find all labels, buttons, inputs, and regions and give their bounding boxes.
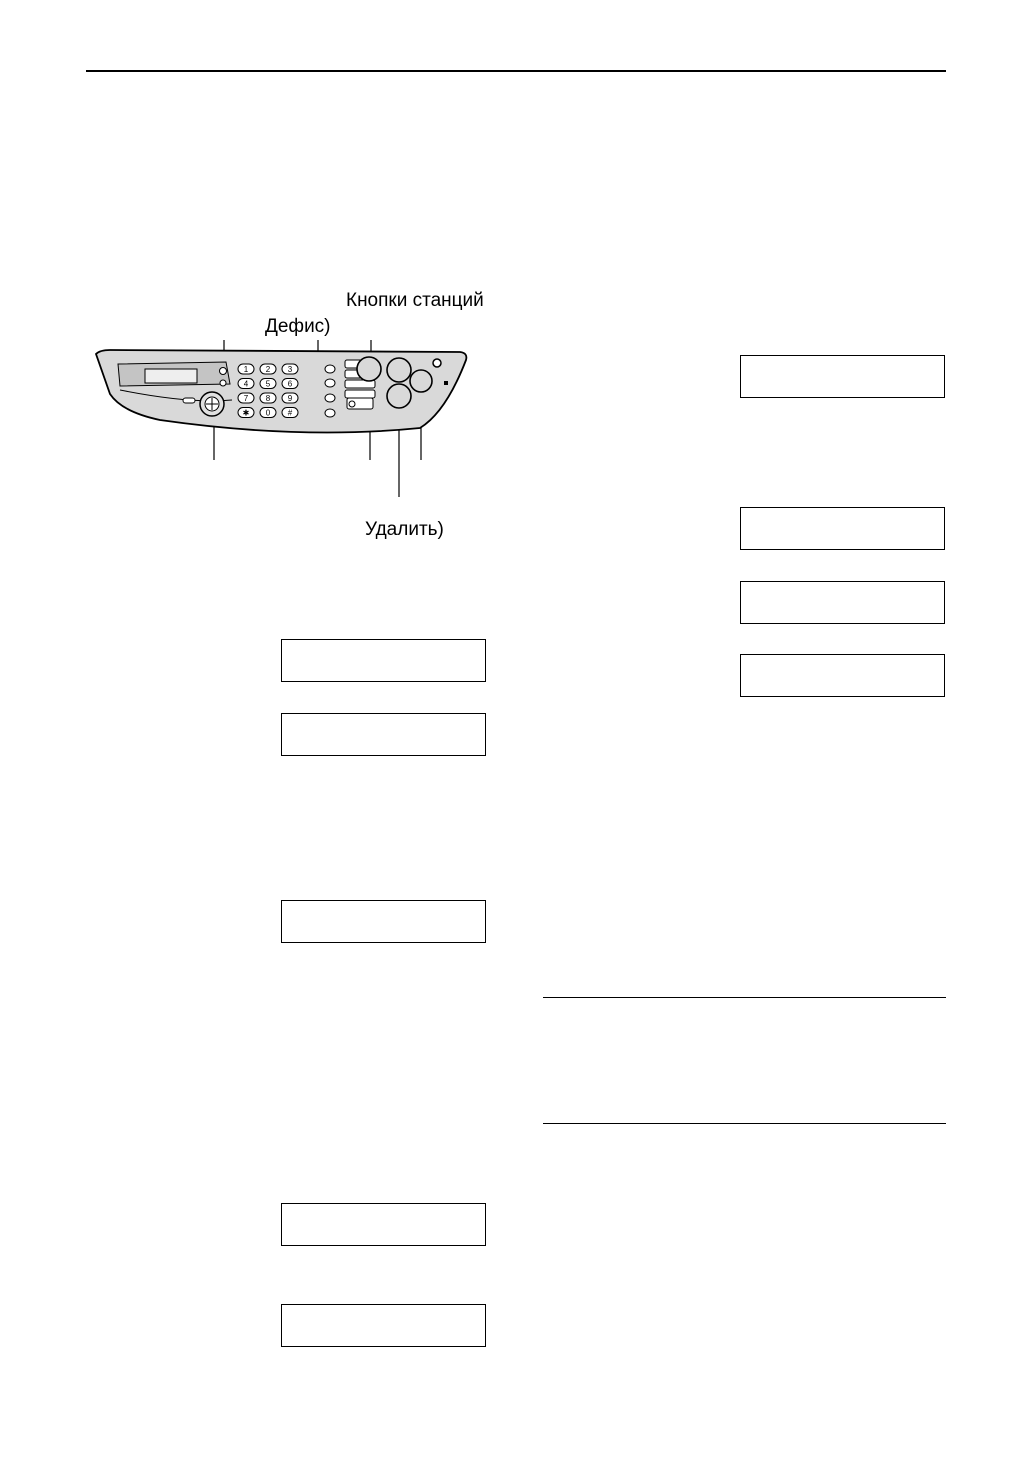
keypad-key-label: ✱ [242,408,250,418]
display-box-r3 [740,581,945,624]
display-box-r1 [740,355,945,398]
delete-button [387,384,411,408]
led-indicator [220,368,227,375]
display-window [145,369,197,383]
hyphen-label: Дефис) [265,316,331,337]
keypad-key-label: 9 [287,394,293,403]
keypad-key-label: # [287,408,293,418]
keypad-key-label: 2 [265,365,271,374]
keypad-key-label: 8 [265,394,271,403]
hyphen-button [325,394,335,402]
keypad-key-label: 1 [243,365,249,374]
keypad-key-label: 6 [287,379,293,389]
display-box-l3 [281,900,486,943]
delete-label: Удалить) [365,519,444,540]
display-box-r4 [740,654,945,697]
keypad-key-label: 0 [265,408,271,418]
display-box-l4 [281,1203,486,1246]
keypad-key-label: 4 [243,379,249,389]
control-panel-illustration [90,340,480,510]
keypad-key-label: 7 [243,394,249,403]
keypad-key-label: 3 [287,365,293,374]
note-bottom-rule [543,1123,946,1124]
header-rule [86,70,946,72]
note-top-rule [543,997,946,998]
display-box-l2 [281,713,486,756]
display-box-l1 [281,639,486,682]
station-buttons-label: Кнопки станций [346,290,484,311]
display-box-r2 [740,507,945,550]
display-box-l5 [281,1304,486,1347]
keypad-key-label: 5 [265,379,271,389]
